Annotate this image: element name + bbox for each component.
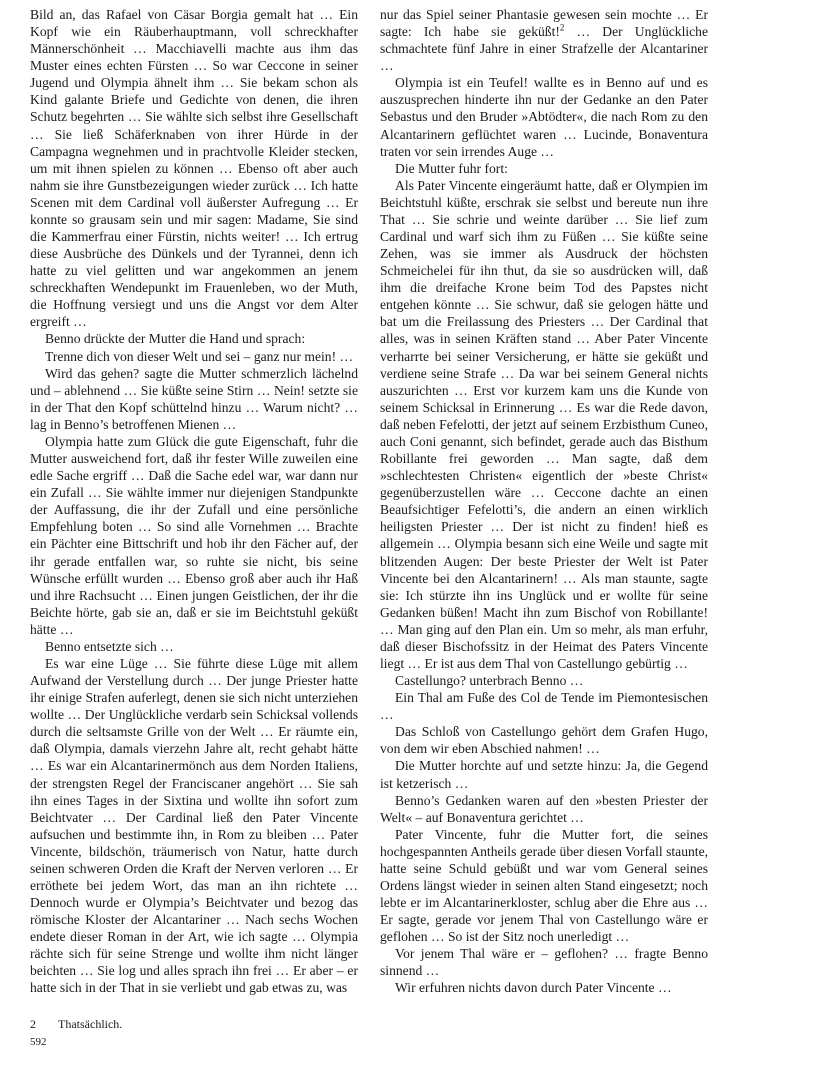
paragraph: Pater Vincente, fuhr die Mutter fort, die seines hochgespannten Antheils gerade über diesen Vorfall staunte, hatte seine Schuld gebüßt und war vom General seines Ordens längst wieder in seinen alten Stand eingesetzt; noch lebte er im Alcantarinerkloster, schlug aber die Ehre aus … Er sagte, gerade vor jenem Thal von Castellungo wäre er geflohen … So ist der Sitz noch unerledigt … — [380, 826, 708, 945]
paragraph: Bild an, das Rafael von Cäsar Borgia gemalt hat … Ein Kopf wie ein Räuberhauptmann, voll schreckhafter Männerschönheit … Macchiavelli machte aus ihm das Muster eines echten Fürsten … So war Ceccone in seiner Jugend und Olympia ähnelt ihm … Sie bekam schon als Kind galante Briefe und Gedichte von denen, die ihren Schutz begehrten … Sie wählte sich selbst ihre Gesellschaft … Sie ließ Schäferknaben von ihrer Hürde in der Campagna wegnehmen und in prachtvolle Kleider stecken, um mit ihnen spielen zu können … Ebenso oft aber auch nahm sie ihre Gunstbezeigungen wieder zurück … Ich hatte Scenen mit dem Cardinal voll äußerster Aufregung … Er konnte so grausam sein und mir sagen: Madame, Sie sind die Kammerfrau einer Fürstin, nichts weiter! … Ich ertrug diese Ausbrüche des Dünkels und der Tyrannei, denn ich hatte zu viel gelitten und war angekommen an jenem schreckhaften Wendepunkt im Frauenleben, wo der Muth, die Hoffnung versiegt und uns die Angst vor dem Alter ergreift … — [30, 7, 358, 330]
paragraph: Es war eine Lüge … Sie führte diese Lüge mit allem Aufwand der Verstellung durch … Der junge Priester hatte ihr einige Strafen auferlegt, denen sie sich nicht unterziehen wollte … Der Unglückliche verdarb sein Schicksal vollends durch die seltsamste Grille von der Welt … Er räumte ein, daß Olympia, damals vierzehn Jahre alt, recht gehabt hätte … Es war ein Alcantarinermönch aus dem Norden Italiens, der strengsten Regel der Franciscaner angehört … Sie sah ihn eines Tages in der Sixtina und wollte ihn sofort zum Beichtvater … Der Cardinal ließ den Pater Vincente aufsuchen und bestimmte ihn, in Rom zu bleiben … Pater Vincente, bildschön, träumerisch von Natur, hatte durch seinen schweren Orden die Kraft der Nerven verloren … Er erröthete bei jedem Wort, das man an ihn richtete … Dennoch wurde er Olympia’s Beichtvater und bezog das römische Kloster der Alcantariner … Nach sechs Wochen endete dieser Roman in der Art, wie ich sagte … Olympia rächte sich für seine Strenge und wollte ihm nicht länger beichten … Sie log und alles sprach ihn frei … Er aber – er hatte sich in der That in sie verliebt und gab etwas zu, was — [30, 655, 358, 996]
paragraph: Wir erfuhren nichts davon durch Pater Vincente … — [395, 980, 672, 996]
paragraph: Vor jenem Thal wäre er – geflohen? … fragte Benno sinnend … — [380, 946, 708, 979]
footnote-reference[interactable]: 2 — [559, 22, 565, 33]
paragraph: Als Pater Vincente eingeräumt hatte, daß er Olympien im Beichtstuhl küßte, erschrak sie selbst und bereute nun ihre That … Sie schrie und weinte darüber … Sie lief zum Cardinal und warf sich ihm zu Füßen … Sie küßte seine Zehen, was sie immer als Ausdruck der höchsten Schmeichelei für ihn thut, da sie so ausdrücken will, daß ihm die dreifache Krone beim Tod des Papstes nicht entgehen könnte … Sie schwur, daß sie gelogen hätte und bat um die Freilassung des Priesters … Der Cardinal that alles, was in seinen Kräften stand … Aber Pater Vincente verharrte bei seiner Versicherung, er hätte sie geküßt und verdiene seine Strafe … Da war bei seinem General nichts auszurichten … Erst vor kurzem kam uns die Kunde von seinem Schicksal in Erinnerung … Es war die Rede davon, daß neben Fefelotti, der jetzt auf seinem Erzbisthum Cuneo, auch Coni genannt, sich befindet, gerade auch das Bisthum Robillante frei geworden … Man sagte, daß dem »schlechtesten Christen« eigentlich der »beste Christ« gegenüberzustellen wäre … Ceccone dachte an einen Beaufsichtiger Fefelotti’s, die andern an einen wirklich heiligsten Priester … Der ist nicht zu finden! hieß es allgemein … Olympia besann sich eine Weile und sagte mit blitzenden Augen: Der beste Priester der Welt ist Pater Vincente bei den Alcantarinern! … Als man staunte, sagte sie: Ich stürzte ihn ins Unglück und er wollte für seine Gedanken büßen! Macht ihn zum Bischof von Robillante! … Man ging auf den Plan ein. Um so mehr, als man erfuhr, daß dieser Bischofssitz in der Heimat des Paters Vincente liegt … Er ist aus dem Thal von Castellungo gebürtig … — [380, 177, 708, 671]
paragraph: Olympia hatte zum Glück die gute Eigenschaft, fuhr die Mutter ausweichend fort, daß ihr fester Wille zuweilen eine edle Sache ergriff … Daß die Sache edel war, war dann nur ein Zufall … Sie wählte immer nur diejenigen Standpunkte der Auffassung, die ihr der Zufall und eine persönliche Empfehlung boten … So sind alle Vornehmen … Brachte ein Pächter eine Bittschrift und hob ihr den Fächer auf, der ihr gerade entfallen war, so ruhte sie nicht, bis seine Wünsche erfüllt wurden … Ebenso groß aber auch ihr Haß und ihre Rachsucht … Einen jungen Geistlichen, der ihr die Beichte hörte, gab sie an, daß er sie im Beichtstuhl geküßt hätte … — [30, 433, 358, 637]
paragraph: Benno drückte der Mutter die Hand und sprach: — [45, 331, 306, 347]
paragraph: Die Mutter horchte auf und setzte hinzu: Ja, die Gegend ist ketzerisch … — [380, 758, 708, 791]
paragraph: Trenne dich von dieser Welt und sei – ganz nur mein! … — [45, 348, 354, 364]
footnote-number: 2 — [30, 1017, 36, 1031]
paragraph-text-continued: … Der Unglückliche schmachtete fünf Jahre in einer Strafzelle der Alcantariner … — [380, 24, 708, 74]
paragraph: Olympia ist ein Teufel! wallte es in Benno auf und es auszusprechen hinderte ihn nur der Gedanke an den Pater Sebastus und den Bruder »Abtödter«, die nach Rom zu den Alcantarinern geflüchtet waren … Lucinde, Bonaventura traten vor sein irrendes Auge … — [380, 75, 708, 159]
left-text-column — [30, 6, 358, 997]
paragraph: Benno entsetzte sich … — [45, 638, 174, 654]
paragraph: Benno’s Gedanken waren auf den »besten Priester der Welt« – auf Bonaventura gerichtet … — [380, 792, 708, 825]
paragraph: Castellungo? unterbrach Benno … — [395, 673, 584, 689]
paragraph-text: nur das Spiel seiner Phantasie gewesen sein mochte … Er sagte: Ich habe sie geküßt! — [380, 7, 708, 40]
right-text-column — [380, 6, 708, 997]
footnote — [30, 1017, 122, 1032]
footnote-text: Thatsächlich. — [58, 1017, 123, 1031]
paragraph: Ein Thal am Fuße des Col de Tende im Piemontesischen … — [380, 690, 708, 723]
paragraph: Das Schloß von Castellungo gehört dem Grafen Hugo, von dem wir eben Abschied nahmen! … — [380, 724, 708, 757]
paragraph — [380, 6, 708, 74]
paragraph: Wird das gehen? sagte die Mutter schmerzlich lächelnd und – ablehnend … Sie küßte seine Stirn … Nein! setzte sie in der That den Kopf schüttelnd hinzu … Warum nicht? … lag in Benno’s betroffenen Mienen … — [30, 365, 358, 432]
page-number: 592 — [30, 1036, 47, 1048]
paragraph: Die Mutter fuhr fort: — [395, 160, 508, 176]
